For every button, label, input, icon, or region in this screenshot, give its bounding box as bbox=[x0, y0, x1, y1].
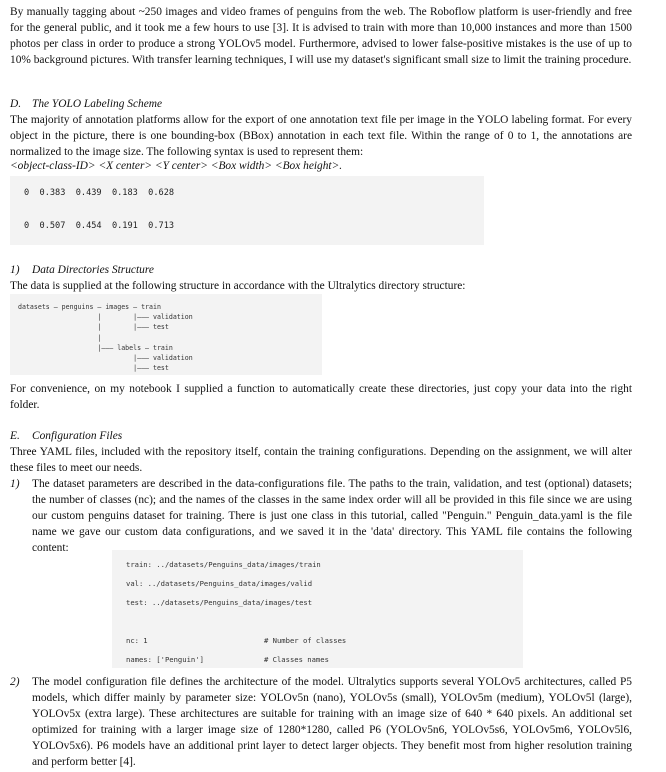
yaml-names-line: names: ['Penguin'] bbox=[126, 655, 204, 664]
annotation-line-1: 0 0.383 0.439 0.183 0.628 bbox=[24, 188, 175, 198]
annotation-line-2: 0 0.507 0.454 0.191 0.713 bbox=[24, 221, 175, 231]
tree-line: | |——— validation bbox=[18, 313, 193, 322]
section-d-number: D. bbox=[10, 98, 22, 110]
section-d-paragraph: The majority of annotation platforms allow for the export of one annotation text file per image in the YOLO labeling format. For every object in the picture, there is one bounding-box (BBox) annotation in each text file. Within the range of 0 to 1, the annotations are normalized to the image size. The following syntax is used to represent them: bbox=[10, 114, 632, 158]
section-1-title: Data Directories Structure bbox=[32, 264, 154, 276]
item-2-marker: 2) bbox=[10, 676, 20, 688]
config-item-1 bbox=[10, 476, 632, 554]
tree-line: | |——— test bbox=[18, 323, 169, 332]
directory-tree bbox=[18, 302, 193, 373]
section-e-paragraph: Three YAML files, included with the repository itself, contain the training configurations. Depending on the assignment, we will alter these files to meet our needs. bbox=[10, 446, 632, 474]
yolo-syntax-line: <object-class-ID> <X center> <Y center> <Box width> <Box height>. bbox=[10, 160, 343, 172]
yaml-test-line: test: ../datasets/Penguins_data/images/test bbox=[126, 598, 313, 607]
item-2-text: The model configuration file defines the architecture of the model. Ultralytics supports several YOLOv5 architectures, called P5 models, which differ mainly by parameter size: YOLOv5n (nano), YOLOv5s (small), YOLOv5m (medium), YOLOv5l (large), YOLOv5x (extra large). These architectures are suitable for training with an image size of 640 * 640 pixels. An additional set optimized for training with a larger image size of 1280*1280, called P6 (YOLOv5n6, YOLOv5s6, YOLOv5m6, YOLOv5l6, YOLOv5x6). P6 models have an additional print layer to detect larger objects. They benefit most from higher resolution training and perform better [4]. bbox=[32, 676, 632, 768]
section-d-title: The YOLO Labeling Scheme bbox=[32, 98, 163, 110]
section-e-heading bbox=[10, 428, 122, 444]
annotation-code-block bbox=[10, 176, 484, 245]
directory-tree-block bbox=[10, 294, 322, 375]
item-1-marker: 1) bbox=[10, 478, 20, 490]
tree-line: |——— labels — train bbox=[18, 343, 173, 352]
section-1-number: 1) bbox=[10, 264, 20, 276]
intro-paragraph: By manually tagging about ~250 images and video frames of penguins from the web. The Roboflow platform is user-friendly and free for the general public, and it took me a few hours to use [3]. It is advised to train with more than 10,000 instances and more than 1500 photos per class in order to produce a strong YOLOv5 model. Furthermore, advised to lower false-positive mistakes is the use of up to 10% background pictures. With transfer learning techniques, I will use my dataset's significant small size to limit the training procedure. bbox=[10, 6, 632, 66]
section-1-after-paragraph: For convenience, on my notebook I supplied a function to automatically create these directories, just copy your data into the right folder. bbox=[10, 383, 632, 411]
tree-line: |——— test bbox=[18, 364, 169, 373]
yaml-nc-line: nc: 1 bbox=[126, 636, 148, 645]
tree-line: | bbox=[18, 333, 102, 342]
yaml-code-block bbox=[112, 550, 523, 668]
yaml-nc-comment: # Number of classes bbox=[264, 636, 347, 645]
config-item-2 bbox=[10, 674, 632, 770]
section-e-title: Configuration Files bbox=[32, 430, 123, 442]
section-d-heading bbox=[10, 96, 162, 112]
item-1-text: The dataset parameters are described in the data-configurations file. The paths to the train, validation, and test (optional) datasets; the number of classes (nc); and the names of the classes in the same index order will all be provided in this file since we are using our custom penguins dataset for training. There is just one class in this tutorial, called "Penguin." Penguin_data.yaml is the file name we gave our custom data configurations, and we saved it in the 'data' directory. This YAML file contains the following content: bbox=[32, 478, 632, 554]
section-1-paragraph: The data is supplied at the following structure in accordance with the Ultralytics directory structure: bbox=[10, 280, 466, 292]
section-e-number: E. bbox=[10, 430, 20, 442]
tree-line: |——— validation bbox=[18, 354, 193, 363]
yaml-train-line: train: ../datasets/Penguins_data/images/train bbox=[126, 560, 321, 569]
section-1-heading bbox=[10, 262, 154, 278]
tree-line: datasets — penguins — images — train bbox=[18, 303, 161, 311]
yaml-names-comment: # Classes names bbox=[264, 655, 329, 664]
yaml-val-line: val: ../datasets/Penguins_data/images/valid bbox=[126, 579, 313, 588]
